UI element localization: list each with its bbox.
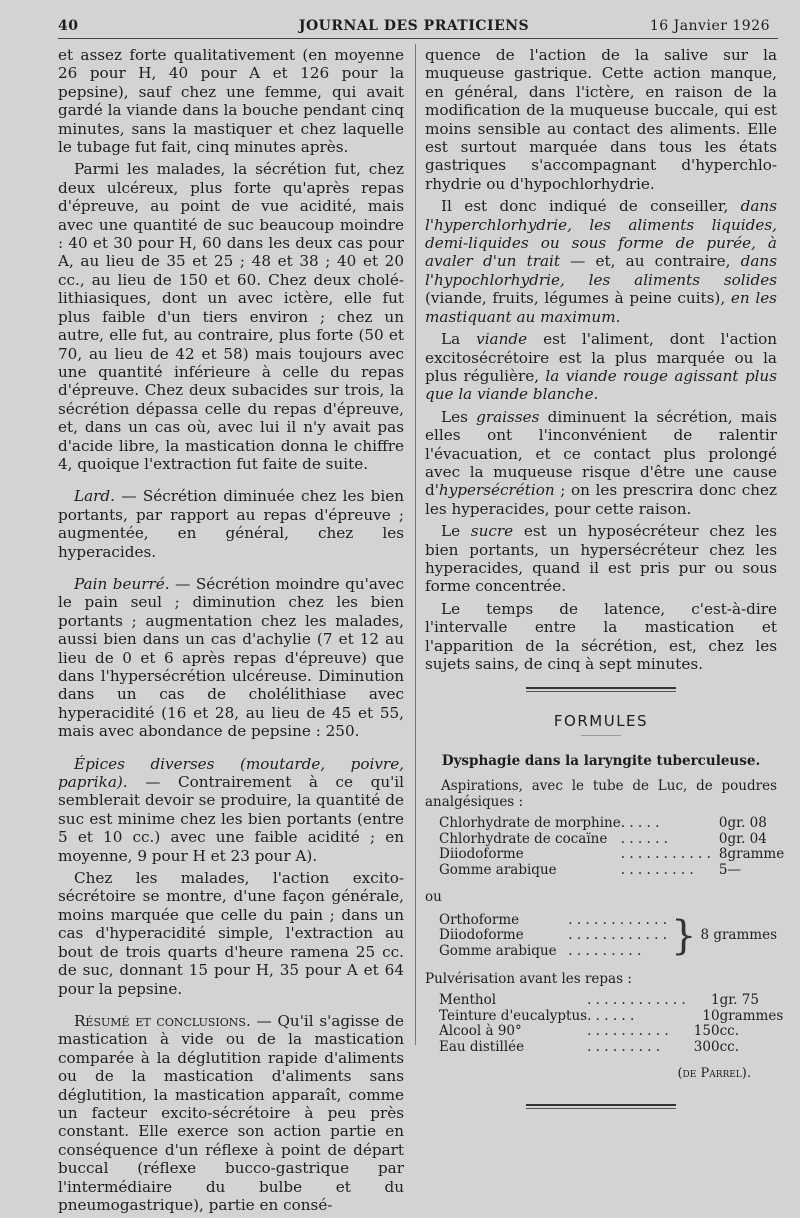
ingredient-name: Chlorhydrate de cocaïne <box>439 830 608 847</box>
heading-underline <box>581 735 621 736</box>
ingredient-unit: gramme <box>727 846 785 863</box>
ingredient-name: Gomme arabique <box>439 861 557 878</box>
ingredient-row <box>439 993 783 1009</box>
author-signature: (de Parrel). <box>677 1066 751 1082</box>
ingredient-unit: — <box>727 861 741 878</box>
ingredient-name: Orthoforme <box>439 911 520 928</box>
alternative-label: ou <box>425 889 442 906</box>
ingredient-name: Gomme arabique <box>439 942 557 959</box>
ingredient-unit: grammes <box>719 1007 784 1024</box>
page-header <box>58 14 770 36</box>
leader-dots: . . . . . . <box>587 1007 635 1024</box>
ingredient-unit: gr. 08 <box>727 815 767 832</box>
leader-dots: . . . . . . . . . <box>620 861 694 878</box>
ingredient-amount: 0 <box>718 830 728 847</box>
paragraph: Le temps de latence, c'est-à-dire l'intervalle entre la mastication et l'apparition de la sécrétion, est, chez les sujets sains, de cinq à sept minutes. <box>425 599 777 673</box>
ingredient-row <box>439 832 784 848</box>
paragraph: Le sucre est un hyposécréteur chez les bien portants, un hypersécréteur chez les hyperacides, quand il est pris pur ou sous forme concentrée. <box>425 522 777 596</box>
ingredient-unit: cc. <box>719 1023 739 1040</box>
separator-rule <box>526 687 676 692</box>
paragraph: Les graisses diminuent la sécrétion, mais elles ont l'inconvénient de ralentir l'évacuation, et ce contact plus prolongé avec la muqueuse risque d'être une cause d'hypersécrétion ; on les prescrira donc chez les hyperacides, pour cette raison. <box>425 407 777 518</box>
pulverisation-label: Pulvérisation avant les repas : <box>425 971 632 988</box>
page-number: 40 <box>58 18 79 34</box>
leader-dots: . . . . . . . . . . . . <box>568 911 667 928</box>
leader-dots: . . . . . . . . . . . . <box>587 992 686 1009</box>
ingredient-name: Diiodoforme <box>439 927 524 944</box>
ingredient-unit: gr. 75 <box>719 992 759 1009</box>
left-column <box>58 46 404 1218</box>
prescription-table-2 <box>439 913 777 960</box>
paragraph: et assez forte qualitativement (en moyenne 26 pour H, 40 pour A et 126 pour la pepsine), sauf chez une femme, qui avait gardé la viande dans la bouche pendant cinq minutes, sans la mastiquer et chez laquelle le tubage fut fait, cinq minutes après. <box>58 46 404 157</box>
ingredient-amount: 5 <box>718 861 728 878</box>
term: Lard. <box>74 487 115 506</box>
ingredient-name: Teinture d'eucalyptus <box>439 1007 588 1024</box>
ingredient-amount: 300 <box>693 1038 720 1055</box>
formules-heading: FORMULES <box>553 712 649 731</box>
ingredient-row <box>439 847 784 863</box>
term: Épices diverses <box>74 754 215 773</box>
paragraph-conclusions: Résumé et conclusions. — Qu'il s'agisse de mastication à vide ou de la mastication comparée à la déglutition rapide d'aliments ou de la mastication d'aliments sans déglutition, la mastication apparaît, comme un facteur excito-sécrétoire à peu près constant. Elle exerce son action partie en conséquence d'un réflexe à point de départ buccal (réflexe bucco-gastrique par l'intermédiaire du bulbe et du pneumogastrique), partie en consé- <box>58 1011 404 1214</box>
ingredient-row <box>439 1024 783 1040</box>
ingredient-name: Alcool à 90° <box>439 1023 522 1040</box>
ingredient-amount: 8 <box>718 846 728 863</box>
paragraph: Il est donc indiqué de conseiller, dans l'hyperchlorhydrie, les aliments liquides, demi-liquides ou sous forme de purée, à avaler d'un trait — et, au contraire, dans l'hypochlorhydrie, les aliments solides (viande, fruits, légumes à peine cuits), en les mastiquant au maximum. <box>425 197 777 326</box>
prescription-block-2 <box>425 913 777 960</box>
journal-title: JOURNAL DES PRATICIENS <box>298 18 530 34</box>
ingredient-name: Menthol <box>439 992 497 1009</box>
leader-dots: . . . . . . . . . . . . <box>568 927 667 944</box>
ingredient-amount: 0 <box>718 815 728 832</box>
term: Pain beurré. <box>74 574 170 593</box>
paragraph: Parmi les malades, la sécrétion fut, chez deux ulcéreux, plus forte qu'après repas d'épreuve, au point de vue acidité, mais avec une quantité de suc beaucoup moindre : 40 et 30 pour H, 60 dans les deux cas pour A, au lieu de 35 et 25 ; 48 et 38 ; 40 et 20 cc., au lieu de 150 et 60. Chez deux cholélithiasiques, dont un avec ictère, elle fut plus faible d'un tiers environ ; chez un autre, elle fut, au contraire, plus forte (50 et 70, au lieu de 42 et 58) mais toujours avec une quantité inférieure à celle du repas d'épreuve. Chez deux subacides sur trois, la sécrétion dépassa celle du repas d'épreuve, et, dans un cas où, avec lui il n'y avait pas d'acide libre, la mastication donna le chiffre 4, quoique l'extraction fut faite de suite. <box>58 160 404 473</box>
ingredient-unit: gr. 04 <box>727 830 767 847</box>
paragraph: La viande est l'aliment, dont l'action excitosécrétoire est la plus marquée ou la plus régulière, la viande rouge agissant plus que la viande blanche. <box>425 330 778 404</box>
ingredient-row <box>439 863 784 879</box>
paragraph: Chez les malades, l'action excito-sécrétoire se montre, d'une façon générale, moins marquée que celle du pain ; dans un cas d'hyperacidité simple, l'extraction au bout de trois quarts d'heure ramena 25 cc. de suc, donnant 15 pour H, 35 pour A et 64 pour la pepsine. <box>58 869 404 998</box>
ingredient-row <box>439 816 784 832</box>
ingredient-amount: 150 <box>693 1023 720 1040</box>
ingredient-unit: cc. <box>719 1038 739 1055</box>
header-rule <box>58 38 778 39</box>
leader-dots: . . . . . . <box>620 830 668 847</box>
formula-intro: Aspirations, avec le tube de Luc, de poudres analgésiques : <box>425 778 777 811</box>
ingredient-name: Diiodoforme <box>439 846 524 863</box>
leader-dots: . . . . . <box>620 815 660 832</box>
right-column <box>425 46 785 1109</box>
leader-dots: . . . . . . . . . <box>587 1038 661 1055</box>
leader-dots: . . . . . . . . . . . <box>620 846 711 863</box>
section-heading: Résumé et conclusions. <box>74 1011 251 1030</box>
paragraph: quence de l'action de la salive sur la muqueuse gastrique. Cette action manque, en général, dans l'ictère, en raison de la modification de la muqueuse buccale, qui est moins sensible au contact des aliments. Elle est surtout marquée dans tous les états gastriques s'accompagnant d'hyperchlorhydrie ou d'hypochlorhydrie. <box>425 46 777 193</box>
ingredient-amount: 10 <box>702 1007 720 1024</box>
ingredient-row <box>439 1009 783 1025</box>
column-divider <box>415 44 416 1045</box>
leader-dots: . . . . . . . . . . <box>587 1023 669 1040</box>
paragraph-pain-beurre: Pain beurré. — Sécrétion moindre qu'avec le pain seul ; diminution chez les bien portants ; augmentation chez les malades, aussi bien dans un cas d'achylie (7 et 12 au lieu de 0 et 6 après repas d'épreuve) que dans l'hypersécrétion ulcéreuse. Diminution dans un cas de cholélithiase avec hyperacidité (16 et 28, au lieu de 45 et 55, mais avec abondance de pepsine : 250. <box>58 574 404 741</box>
paragraph-lard: Lard. — Sécrétion diminuée chez les bien portants, par rapport au repas d'épreuve ; augmentée, en général, chez les hyperacides. <box>58 487 404 561</box>
issue-date: 16 Janvier 1926 <box>649 18 770 34</box>
shared-amount: 8 grammes <box>700 927 777 944</box>
end-rule <box>526 1104 676 1109</box>
ingredient-name: Eau distillée <box>439 1038 525 1055</box>
ingredient-amount: 1 <box>710 992 720 1009</box>
prescription-table-1 <box>439 816 784 878</box>
ingredient-row <box>439 913 777 929</box>
paragraph-epices: Épices diverses (moutarde, poivre, paprika). — Contrairement à ce qu'il semblerait devoir se produire, la quantité de suc est minime chez les bien portants (entre 5 et 10 cc.) avec une faible acidité ; en moyenne, 9 pour H et 23 pour A). <box>58 754 405 865</box>
ingredient-name: Chlorhydrate de morphine <box>439 815 621 832</box>
leader-dots: . . . . . . . . . <box>568 942 642 959</box>
brace: } <box>671 912 697 959</box>
prescription-table-3 <box>439 993 783 1055</box>
formula-title: Dysphagie dans la laryngite tuberculeuse. <box>441 752 761 769</box>
